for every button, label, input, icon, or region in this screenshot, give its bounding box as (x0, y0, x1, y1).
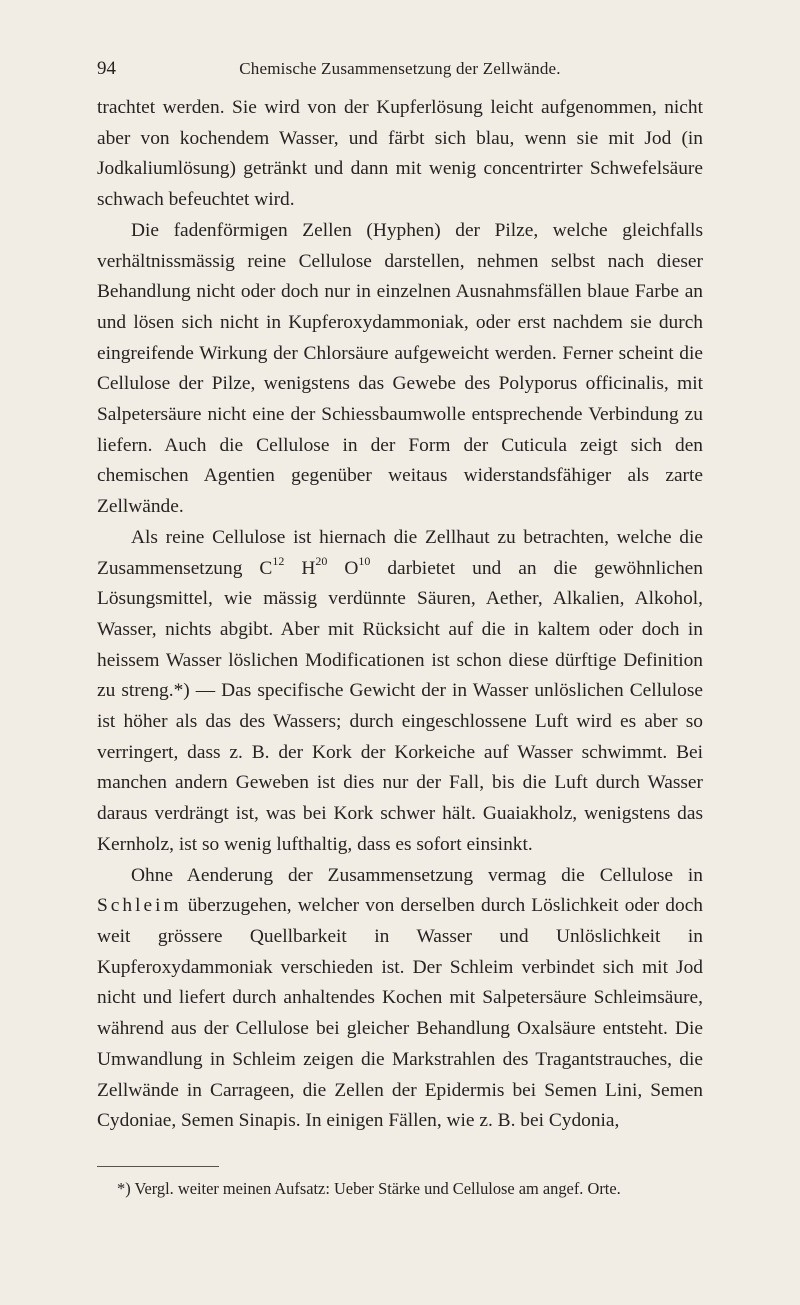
footnote: *) Vergl. weiter meinen Aufsatz: Ueber Stärke und Cellulose am angef. Orte. (117, 1179, 621, 1198)
paragraph-3-text-b: darbietet und an die gewöhnlichen Lösungsmittel, wie mässig verdünnte Säuren, Aether, Alkalien, Alkohol, Wasser, nichts abgibt. Aber mit Rücksicht auf die in kaltem oder doch in heissem Wasser löslichen Modificationen ist schon diese dürftige Definition zu streng.*) — Das specifische Gewicht der in Wasser unlöslichen Cellulose ist höher als das des Wassers; durch eingeschlossene Luft wird es aber so verringert, dass z. B. der Kork der Korkeiche auf Wasser schwimmt. Bei manchen andern Geweben ist dies nur der Fall, bis die Luft durch Wasser daraus verdrängt ist, was bei Kork schwer hält. Guaiakholz, wenigstens das Kernholz, ist so wenig lufthaltig, dass es sofort einsinkt. (97, 557, 703, 855)
paragraph-3-text-a: Als reine Cellulose ist hiernach die Zellhaut zu betrachten, welche die Zusammensetzung (97, 526, 703, 579)
body-text (97, 93, 703, 1137)
paragraph-1: trachtet werden. Sie wird von der Kupferlösung leicht aufgenommen, nicht aber von kochendem Wasser, und färbt sich blau, wenn sie mit Jod (in Jodkaliumlösung) getränkt und dann mit wenig concentrirter Schwefelsäure schwach befeuchtet wird. (97, 97, 703, 211)
paragraph-2: Die fadenförmigen Zellen (Hyphen) der Pilze, welche gleichfalls verhältnissmässig reine Cellulose darstellen, nehmen selbst nach dieser Behandlung nicht oder doch nur in einzelnen Ausnahmsfällen blaue Farbe an und lösen sich nicht in Kupferoxydammoniak, oder erst nachdem sie durch eingreifende Wirkung der Chlorsäure aufgeweicht werden. Ferner scheint die Cellulose der Pilze, wenigstens das Gewebe des Polyporus officinalis, mit Salpetersäure nicht eine der Schiessbaumwolle entsprechende Verbindung zu liefern. Auch die Cellulose in der Form der Cuticula zeigt sich den chemischen Agentien gegenüber weitaus widerstandsfähiger als zarte Zellwände. (97, 219, 703, 518)
chemical-formula: $C^{12}$ $H^{20}$ $O^{10}$ (259, 554, 371, 579)
paragraph-4-text-b: überzugehen, welcher von derselben durch Löslichkeit oder doch weit grössere Quellbarkeit in Wasser und Unlöslichkeit in Kupferoxydammoniak verschieden ist. Der Schleim verbindet sich mit Jod nicht und liefert durch anhaltendes Kochen mit Salpetersäure Schleimsäure, während aus der Cellulose bei gleicher Behandlung Oxalsäure entsteht. Die Umwandlung in Schleim zeigen die Markstrahlen des Tragantstrauches, die Zellwände in Carrageen, die Zellen der Epidermis bei Semen Lini, Semen Cydoniae, Semen Sinapis. In einigen Fällen, wie z. B. bei Cydonia, (97, 895, 703, 1132)
emphasized-term: Schleim (97, 895, 182, 917)
footnote-rule (97, 1166, 219, 1167)
paragraph-4-text-a: Ohne Aenderung der Zusammensetzung vermag die Cellulose in (131, 864, 703, 886)
running-title: Chemische Zusammensetzung der Zellwände. (239, 59, 561, 78)
page-header (97, 58, 703, 82)
paragraph-4 (97, 861, 703, 1137)
paragraph-3 (97, 523, 703, 861)
page-number: 94 (97, 58, 116, 79)
